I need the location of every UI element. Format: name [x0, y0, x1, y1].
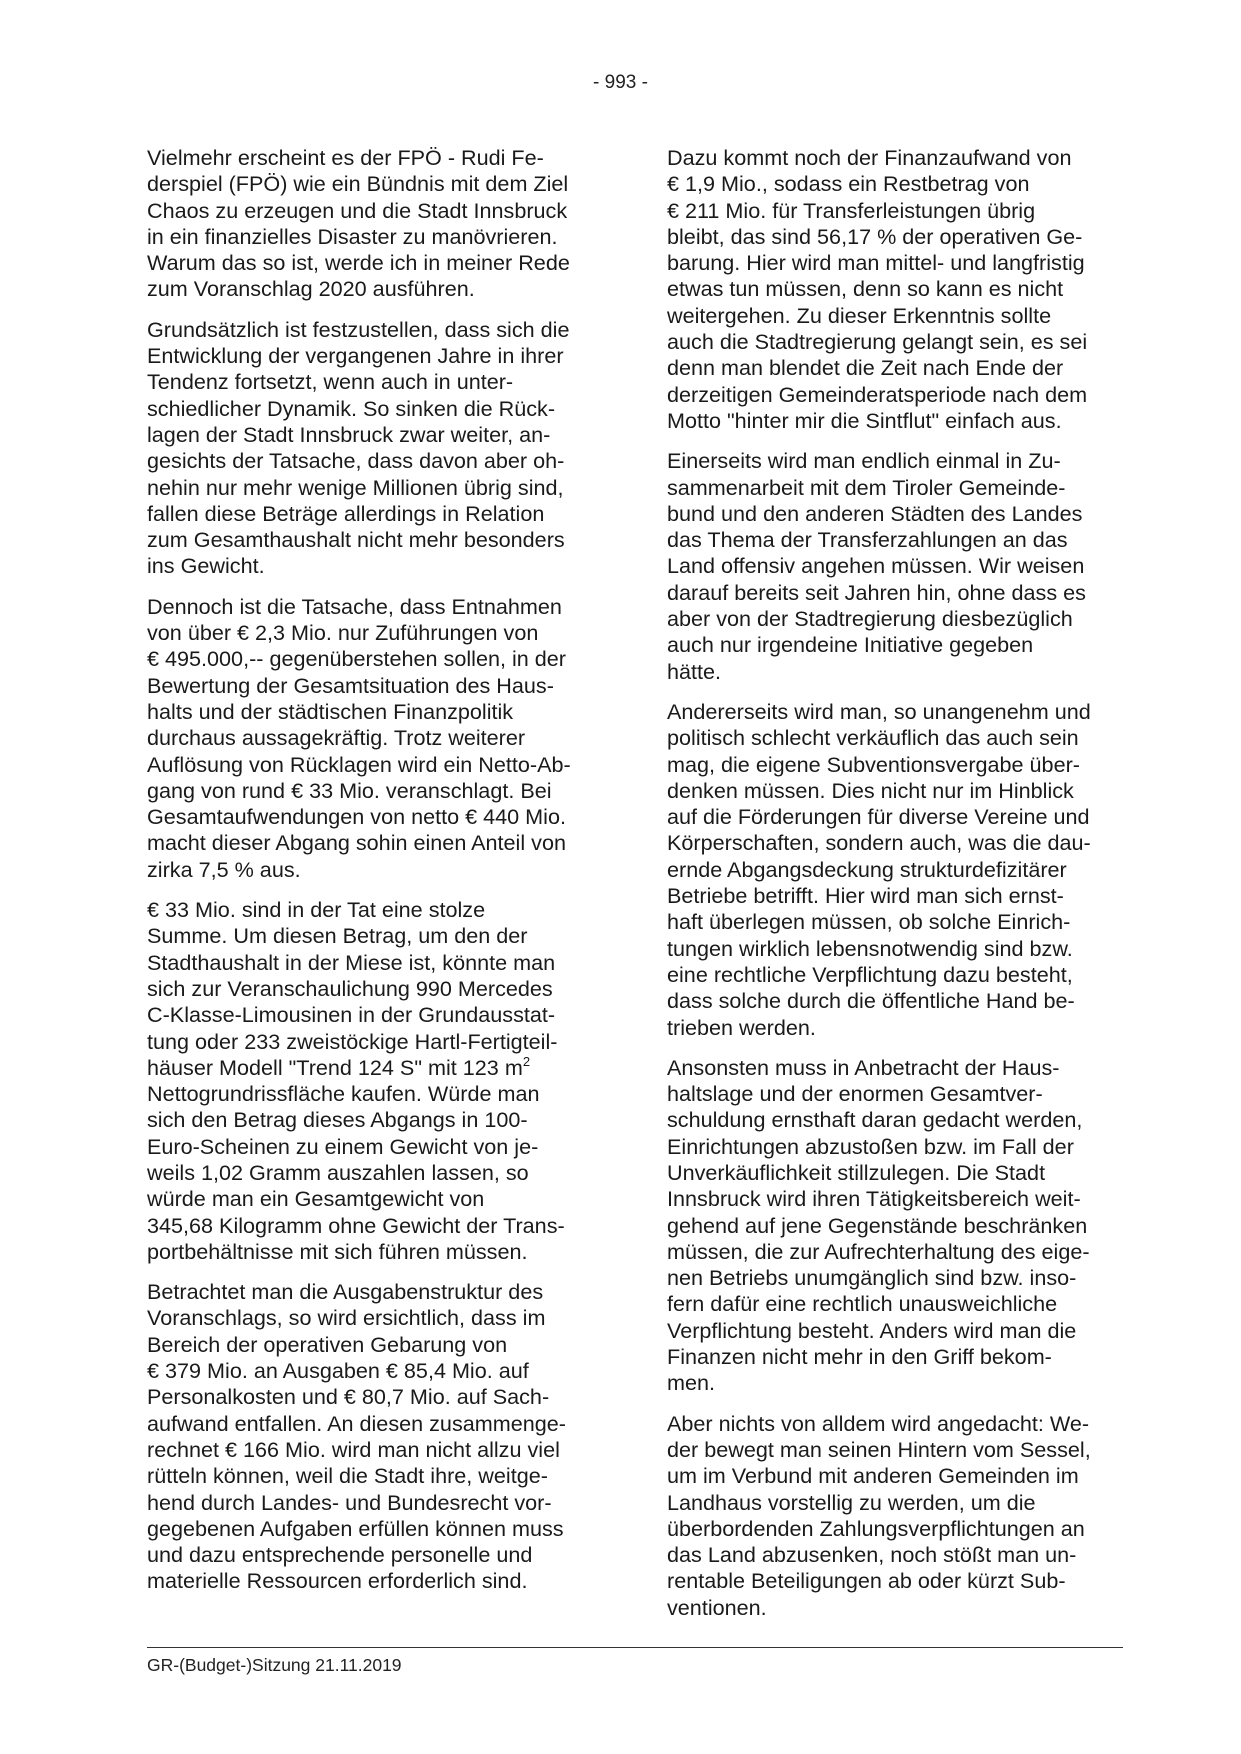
text-line: aber von der Stadtregierung diesbezüglich: [667, 606, 1073, 632]
paragraph: [667, 145, 1123, 434]
text-line: Warum das so ist, werde ich in meiner Rede: [147, 250, 570, 276]
text-line: denn man blendet die Zeit nach Ende der: [667, 355, 1064, 381]
text-line: zirka 7,5 % aus.: [147, 856, 301, 882]
text-line: hätte.: [667, 658, 722, 684]
text-line: aufwand entfallen. An diesen zusammenge-: [147, 1410, 566, 1436]
text-line: Land offensiv angehen müssen. Wir weisen: [667, 553, 1085, 579]
text-line: Gesamtaufwendungen von netto € 440 Mio.: [147, 804, 566, 830]
text-line: auf die Förderungen für diverse Vereine und: [667, 804, 1090, 830]
text-line: fallen diese Beträge allerdings in Relation: [147, 500, 545, 526]
text-line: auch nur irgendeine Initiative gegeben: [667, 632, 1034, 658]
text-line: Personalkosten und € 80,7 Mio. auf Sach-: [147, 1384, 550, 1410]
text-line: schuldung ernsthaft daran gedacht werden,: [667, 1107, 1083, 1133]
text-line: Stadthaushalt in der Miese ist, könnte man: [147, 949, 556, 975]
text-line: rechnet € 166 Mio. wird man nicht allzu viel: [147, 1436, 560, 1462]
superscript: 2: [522, 1053, 531, 1069]
paragraph: [667, 448, 1123, 685]
text-line: rütteln können, weil die Stadt ihre, weitge-: [147, 1463, 548, 1489]
text-line: trieben werden.: [667, 1014, 816, 1040]
text-line: schiedlicher Dynamik. So sinken die Rück-: [147, 395, 556, 421]
text-line: nen Betriebs unumgänglich sind bzw. inso-: [667, 1265, 1077, 1291]
paragraph: [667, 1411, 1123, 1621]
paragraph: [667, 1055, 1123, 1397]
text-line: C-Klasse-Limousinen in der Grundausstat-: [147, 1002, 556, 1028]
text-line: und dazu entsprechende personelle und: [147, 1542, 533, 1568]
text-line: ins Gewicht.: [147, 553, 265, 579]
text-line: Nettogrundrissfläche kaufen. Würde man: [147, 1081, 540, 1107]
text-line: sich zur Veranschaulichung 990 Mercedes: [147, 975, 553, 1001]
text-line: tung oder 233 zweistöckige Hartl-Fertigteil-: [147, 1028, 558, 1054]
text-line: Motto "hinter mir die Sintflut" einfach aus.: [667, 407, 1062, 433]
paragraph: [667, 699, 1123, 1041]
text-line: Einerseits wird man endlich einmal in Zu-: [667, 448, 1061, 474]
text-line: weitergehen. Zu dieser Erkenntnis sollte: [667, 302, 1052, 328]
text-line: Betrachtet man die Ausgabenstruktur des: [147, 1279, 544, 1305]
text-line: Innsbruck wird ihren Tätigkeitsbereich weit-: [667, 1186, 1081, 1212]
footer-divider: [147, 1647, 1123, 1648]
text-line: bleibt, das sind 56,17 % der operativen Ge-: [667, 223, 1083, 249]
text-line: zum Voranschlag 2020 ausführen.: [147, 276, 475, 302]
text-line: durchaus aussagekräftig. Trotz weiterer: [147, 725, 526, 751]
text-line: Voranschlags, so wird ersichtlich, dass im: [147, 1305, 546, 1331]
text-line: € 1,9 Mio., sodass ein Restbetrag von: [667, 171, 1030, 197]
text-line: Auflösung von Rücklagen wird ein Netto-Ab-: [147, 751, 571, 777]
text-line: würde man ein Gesamtgewicht von: [147, 1186, 485, 1212]
text-line: tungen wirklich lebensnotwendig sind bzw.: [667, 935, 1073, 961]
text-line: Verpflichtung besteht. Anders wird man die: [667, 1317, 1077, 1343]
text-line: denken müssen. Dies nicht nur im Hinblick: [667, 777, 1074, 803]
text-line: Ansonsten muss in Anbetracht der Haus-: [667, 1054, 1060, 1080]
text-line: überbordenden Zahlungsverpflichtungen an: [667, 1515, 1085, 1541]
text-line: Finanzen nicht mehr in den Griff bekom-: [667, 1344, 1052, 1370]
text-line: gehend auf jene Gegenstände beschränken: [667, 1212, 1088, 1238]
text-line-with-superscript: [147, 1055, 599, 1081]
text-line: Dennoch ist die Tatsache, dass Entnahmen: [147, 593, 562, 619]
text-line: zum Gesamthaushalt nicht mehr besonders: [147, 527, 565, 553]
left-column: [147, 145, 599, 1609]
text-line: halts und der städtischen Finanzpolitik: [147, 698, 514, 724]
page-number: - 993 -: [593, 72, 648, 93]
text-line: in ein finanzielles Disaster zu manövrieren.: [147, 223, 558, 249]
right-column: [667, 145, 1123, 1635]
text-line: derzeitigen Gemeinderatsperiode nach dem: [667, 381, 1088, 407]
text-line: das Land abzusenken, noch stößt man un-: [667, 1542, 1077, 1568]
text-line: Unverkäuflichkeit stillzulegen. Die Stadt: [667, 1159, 1046, 1185]
text-line: € 211 Mio. für Transferleistungen übrig: [667, 197, 1036, 223]
text-line: etwas tun müssen, denn so kann es nicht: [667, 276, 1064, 302]
text-line: nehin nur mehr wenige Millionen übrig sind,: [147, 474, 564, 500]
text-line: 345,68 Kilogramm ohne Gewicht der Trans-: [147, 1212, 565, 1238]
text-line: Betriebe betrifft. Hier wird man sich ernst-: [667, 883, 1064, 909]
text-line: der bewegt man seinen Hintern vom Sessel,: [667, 1436, 1091, 1462]
text-line: haltslage und der enormen Gesamtver-: [667, 1081, 1043, 1107]
text-fragment: häuser Modell "Trend 124 S" mit 123 m: [147, 1054, 523, 1080]
text-line: Vielmehr erscheint es der FPÖ - Rudi Fe-: [147, 145, 544, 170]
text-line: weils 1,02 Gramm auszahlen lassen, so: [147, 1159, 529, 1185]
text-line: ernde Abgangsdeckung strukturdefizitärer: [667, 856, 1067, 882]
text-line: fern dafür eine rechtlich unausweichliche: [667, 1291, 1058, 1317]
text-line: Grundsätzlich ist festzustellen, dass sich die: [147, 316, 570, 342]
text-line: lagen der Stadt Innsbruck zwar weiter, an-: [147, 421, 551, 447]
text-line: € 495.000,-- gegenüberstehen sollen, in der: [147, 646, 566, 672]
text-line: gang von rund € 33 Mio. veranschlagt. Bei: [147, 777, 552, 803]
text-line: Einrichtungen abzustoßen bzw. im Fall der: [667, 1133, 1074, 1159]
text-line: ventionen.: [667, 1594, 767, 1620]
text-line: Chaos zu erzeugen und die Stadt Innsbruck: [147, 197, 568, 223]
text-line: Euro-Scheinen zu einem Gewicht von je-: [147, 1133, 539, 1159]
text-line: Landhaus vorstellig zu werden, um die: [667, 1489, 1036, 1515]
text-line: macht dieser Abgang sohin einen Anteil von: [147, 830, 566, 856]
text-line: das Thema der Transferzahlungen an das: [667, 527, 1068, 553]
text-line: Bereich der operativen Gebarung von: [147, 1331, 508, 1357]
text-line: Bewertung der Gesamtsituation des Haus-: [147, 672, 554, 698]
text-line: darauf bereits seit Jahren hin, ohne dass es: [667, 579, 1086, 605]
paragraph: [147, 897, 599, 1265]
text-line: Entwicklung der vergangenen Jahre in ihrer: [147, 343, 564, 369]
paragraph: [147, 317, 599, 580]
text-line: bund und den anderen Städten des Landes: [667, 500, 1083, 526]
text-line: Aber nichts von alldem wird angedacht: We-: [667, 1410, 1090, 1436]
text-line: hend durch Landes- und Bundesrecht vor-: [147, 1489, 552, 1515]
text-line: € 33 Mio. sind in der Tat eine stolze: [147, 897, 486, 923]
text-line: derspiel (FPÖ) wie ein Bündnis mit dem Ziel: [147, 171, 569, 197]
text-line: sammenarbeit mit dem Tiroler Gemeinde-: [667, 474, 1066, 500]
text-line: gesichts der Tatsache, dass davon aber oh-: [147, 448, 565, 474]
text-line: Tendenz fortsetzt, wenn auch in unter-: [147, 369, 514, 395]
text-line: haft überlegen müssen, ob solche Einrich-: [667, 909, 1071, 935]
text-line: materielle Ressourcen erforderlich sind.: [147, 1568, 528, 1594]
text-line: € 379 Mio. an Ausgaben € 85,4 Mio. auf: [147, 1358, 529, 1384]
text-line: Summe. Um diesen Betrag, um den der: [147, 923, 528, 949]
paragraph: [147, 594, 599, 883]
text-line: politisch schlecht verkäuflich das auch sein: [667, 725, 1079, 751]
paragraph: [147, 1279, 599, 1595]
text-line: rentable Beteiligungen ab oder kürzt Sub-: [667, 1568, 1066, 1594]
text-line: von über € 2,3 Mio. nur Zuführungen von: [147, 620, 539, 646]
text-line: Dazu kommt noch der Finanzaufwand von: [667, 145, 1072, 170]
text-line: barung. Hier wird man mittel- und langfristig: [667, 250, 1085, 276]
text-line: sich den Betrag dieses Abgangs in 100-: [147, 1107, 528, 1133]
text-line: um im Verbund mit anderen Gemeinden im: [667, 1463, 1079, 1489]
text-line: Körperschaften, sondern auch, was die dau-: [667, 830, 1091, 856]
text-line: eine rechtliche Verpflichtung dazu besteht,: [667, 961, 1073, 987]
text-line: gegebenen Aufgaben erfüllen können muss: [147, 1515, 564, 1541]
text-line: men.: [667, 1370, 716, 1396]
paragraph: [147, 145, 599, 303]
text-line: Andererseits wird man, so unangenehm und: [667, 698, 1091, 724]
footer-session-label: GR-(Budget-)Sitzung 21.11.2019: [147, 1655, 402, 1675]
text-line: auch die Stadtregierung gelangt sein, es sei: [667, 329, 1088, 355]
text-line: mag, die eigene Subventionsvergabe über-: [667, 751, 1080, 777]
text-line: müssen, die zur Aufrechterhaltung des eige-: [667, 1238, 1090, 1264]
text-line: dass solche durch die öffentliche Hand be-: [667, 988, 1075, 1014]
text-line: portbehältnisse mit sich führen müssen.: [147, 1238, 528, 1264]
